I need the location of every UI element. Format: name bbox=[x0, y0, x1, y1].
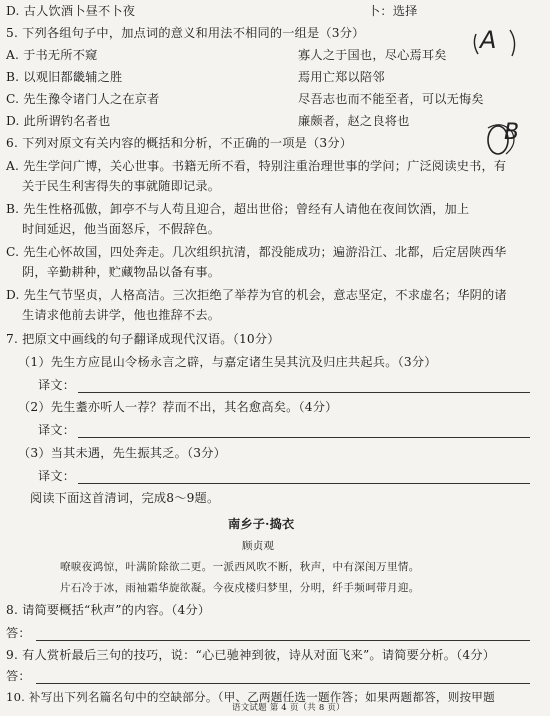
q7-1-answer-line[interactable] bbox=[78, 392, 530, 393]
question-6: 6. 下列对原文有关内容的概括和分析，不正确的一项是（3分） bbox=[6, 136, 353, 150]
page-footer: 语文试题 第 4 页（共 8 页） bbox=[232, 703, 345, 713]
handwritten-answer-6: B bbox=[504, 120, 520, 145]
q6-option-c-line1: C. 先生心怀故国，四处奔走。几次组织抗清，都没能成功；遍游沿江、北都，后定居陕西华 bbox=[6, 245, 507, 259]
q7-2-answer-line[interactable] bbox=[78, 437, 530, 438]
question-10: 10. 补写出下列名篇名句中的空缺部分。（甲、乙两题任选一题作答；如果两题都答，则按甲题 bbox=[6, 690, 495, 704]
q5-option-c: C. 先生豫令诸门人之在京者 bbox=[6, 92, 160, 106]
poem-stanza-1: 嘹唳夜鸿惊，叶满阶除欲二更。一派西风吹不断，秋声，中有深闺万里情。 bbox=[60, 561, 420, 573]
q7-3-answer-line[interactable] bbox=[78, 483, 530, 484]
handwritten-answer-5: A bbox=[480, 26, 497, 54]
q6-option-c-line2: 阴，辛勤耕种，贮藏物品以备有事。 bbox=[22, 265, 221, 279]
poem-stanza-2: 片石冷于冰，雨袖霜华旋欲凝。今夜戍楼归梦里，分明，纤手频呵带月迎。 bbox=[60, 582, 420, 594]
q5-option-b-pair: 焉用亡郑以陪邻 bbox=[298, 70, 385, 84]
q5-option-d: D. 此所谓钓名者也 bbox=[6, 114, 111, 128]
reading-instruction: 阅读下面这首清词，完成8～9题。 bbox=[30, 491, 220, 505]
q4-option-d: D. 古人饮酒卜昼不卜夜 bbox=[6, 4, 136, 18]
question-5: 5. 下列各组句子中，加点词的意义和用法不相同的一组是（3分） bbox=[6, 26, 365, 40]
q5-option-a-pair: 寡人之于国也，尽心焉耳矣 bbox=[298, 48, 447, 62]
q8-answer-label: 答： bbox=[6, 626, 31, 640]
q4-note: 卜：选择 bbox=[368, 4, 418, 18]
q5-option-c-pair: 尽吾志也而不能至者，可以无悔矣 bbox=[298, 92, 484, 106]
q6-option-d-line2: 生请求他前去讲学，他也推辞不去。 bbox=[22, 308, 221, 322]
q7-sub-3: （3）当其未遇，先生振其乏。（3分） bbox=[18, 446, 227, 460]
question-8: 8. 请简要概括“秋声”的内容。（4分） bbox=[6, 603, 211, 617]
q7-2-translation-label: 译文： bbox=[38, 423, 76, 437]
q5-option-b: B. 以观旧都畿辅之胜 bbox=[6, 70, 123, 84]
poem-author: 顾贞观 bbox=[242, 540, 275, 552]
q7-3-translation-label: 译文： bbox=[38, 469, 76, 483]
question-7: 7. 把原文中画线的句子翻译成现代汉语。（10分） bbox=[6, 332, 280, 346]
q5-option-d-pair: 廉颇者，赵之良将也 bbox=[298, 114, 410, 128]
question-9: 9. 有人赏析最后三句的技巧，说：“心已驰神到彼，诗从对面飞来”。请简要分析。（4分） bbox=[6, 648, 496, 662]
answer-5-circle-mark bbox=[470, 24, 520, 62]
q6-option-a-line1: A. 先生学问广博，关心世事。书籍无所不看，特别注重治理世事的学问；广泛阅读史书，有 bbox=[6, 159, 507, 173]
poem-title: 南乡子·捣衣 bbox=[228, 517, 295, 531]
q7-sub-2: （2）先生耋亦听人一荐？荐而不出，其名愈高矣。（4分） bbox=[18, 400, 338, 414]
q7-1-translation-label: 译文： bbox=[38, 378, 76, 392]
q7-sub-1: （1）先生方应昆山令杨永言之辟，与嘉定诸生吴其沆及归庄共起兵。（3分） bbox=[18, 355, 437, 369]
q6-option-b-line2: 时间延迟，他当面怒斥，不假辞色。 bbox=[22, 222, 221, 236]
q9-answer-label: 答： bbox=[6, 669, 31, 683]
q5-option-a: A. 于书无所不窥 bbox=[6, 48, 98, 62]
answer-6-scribble-mark bbox=[482, 118, 538, 162]
q6-option-b-line1: B. 先生性格孤傲，卸亭不与人苟且迎合，超出世俗；曾经有人请他在夜间饮酒，加上 bbox=[6, 202, 470, 216]
q6-option-d-line1: D. 先生气节坚贞，人格高洁。三次拒绝了举荐为官的机会，意志坚定，不求虚名；华阴的诸 bbox=[6, 288, 507, 302]
q9-answer-line[interactable] bbox=[36, 683, 530, 684]
q8-answer-line[interactable] bbox=[36, 640, 530, 641]
q6-option-a-line2: 关于民生利害得失的事就随即记录。 bbox=[22, 179, 221, 193]
